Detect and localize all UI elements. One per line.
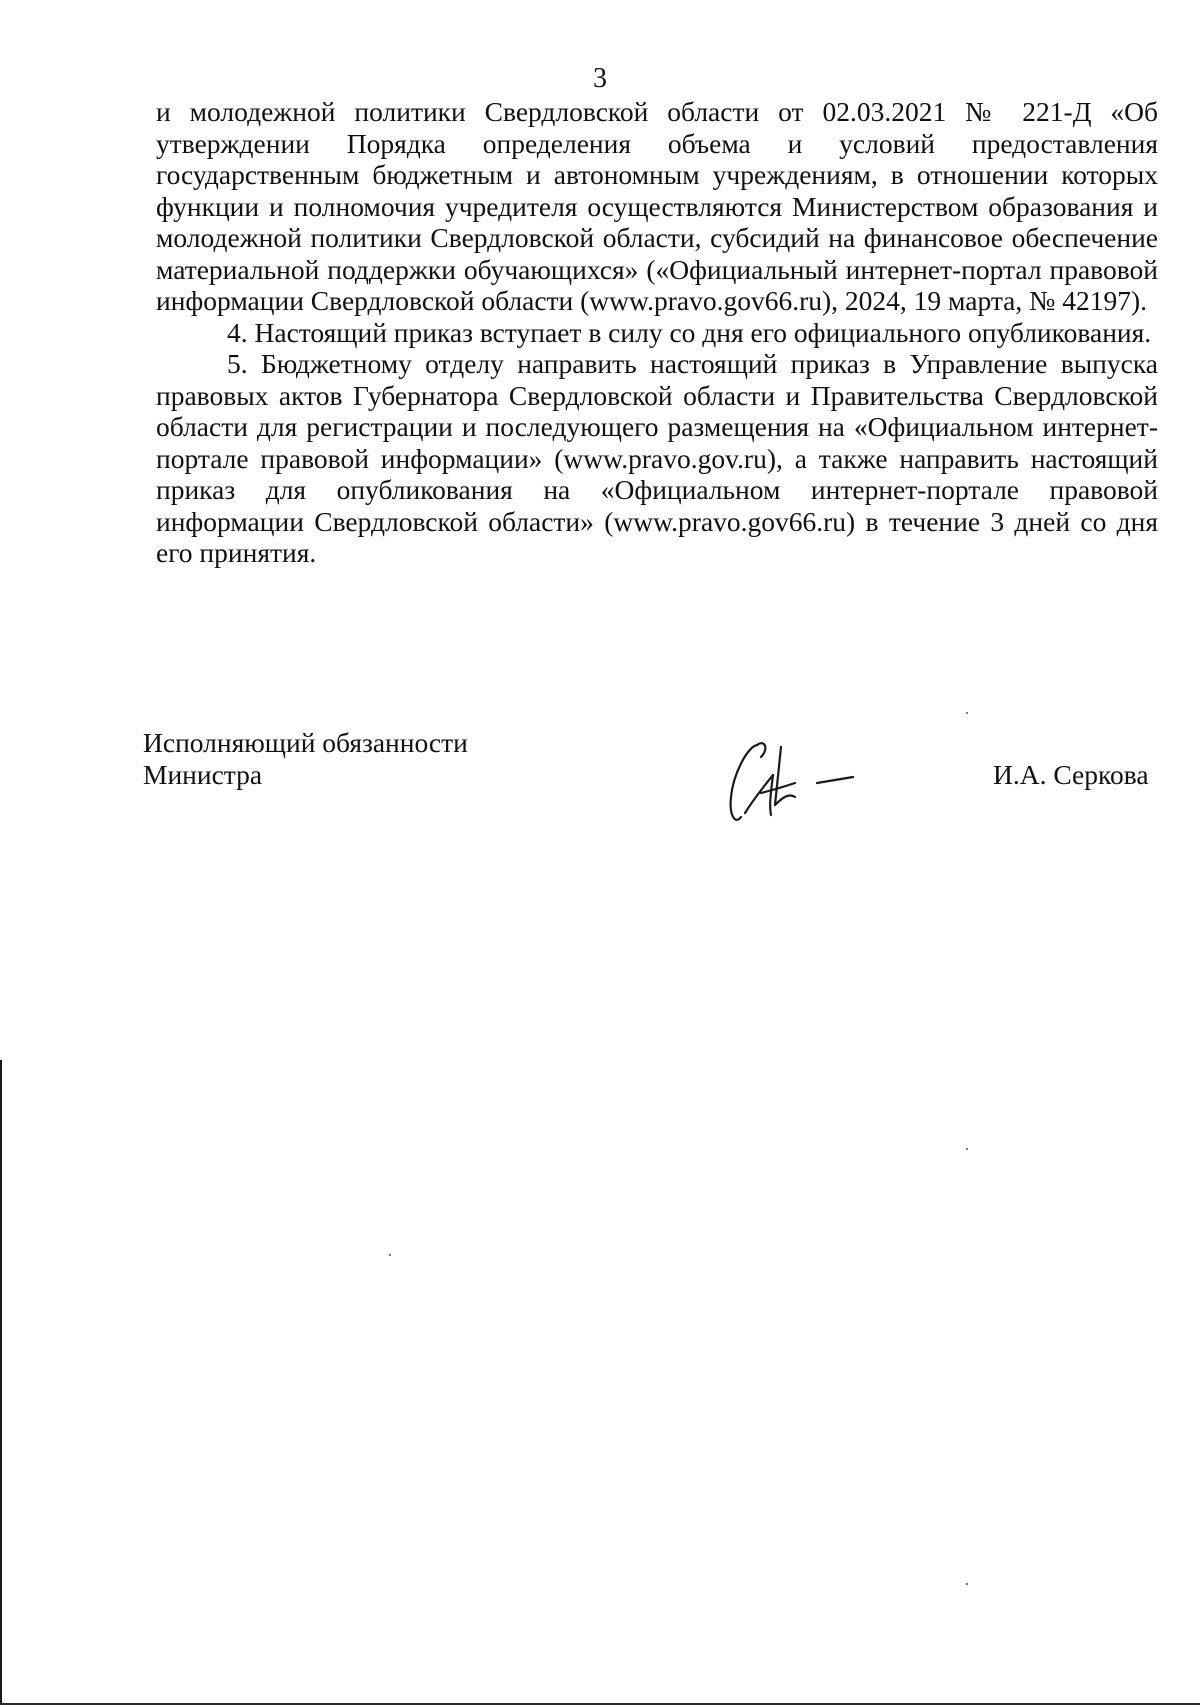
scan-speck (966, 1148, 968, 1150)
handwritten-signature (725, 735, 895, 835)
paragraph-continuation: и молодежной политики Свердловской области от 02.03.2021 № 221-Д «Об утверждении Порядка определения объема и условий предоставления государственным бюджетным и автономным учреждениям, в отношении которых функции и полномочия учредителя осуществляются Министерством образования и молодежной политики Свердловской области, субсидий на финансовое обеспечение материальной поддержки обучающихся» («Официальный интернет-портал правовой информации Свердловской области (www.pravo.gov66.ru), 2024, 19 марта, № 42197). (156, 96, 1158, 316)
page-number: 3 (593, 63, 607, 94)
paragraph-4: 4. Настоящий приказ вступает в силу со дня его официального опубликования. (227, 316, 1152, 348)
scan-speck (966, 712, 968, 714)
scan-edge-left (0, 1060, 2, 1705)
paragraph-5: 5. Бюджетному отделу направить настоящий приказ в Управление выпуска правовых актов Губернатора Свердловской области и Правительства Свердловской области для регистрации и последующего размещения на «Официальном интернет-портале правовой информации» (www.pravo.gov.ru), а также направить настоящий приказ для опубликования на «Официальном интернет-портале правовой информации Свердловской области» (www.pravo.gov66.ru) в течение 3 дней со дня его принятия. (156, 348, 1158, 568)
document-body (156, 96, 1158, 569)
scan-speck (389, 1254, 391, 1256)
signer-title-line-1: Исполняющий обязанности (143, 727, 468, 758)
signer-name: И.А. Серкова (993, 759, 1149, 790)
signer-title (143, 727, 468, 790)
scan-speck (966, 1583, 968, 1585)
signer-title-line-2: Министра (143, 758, 263, 790)
